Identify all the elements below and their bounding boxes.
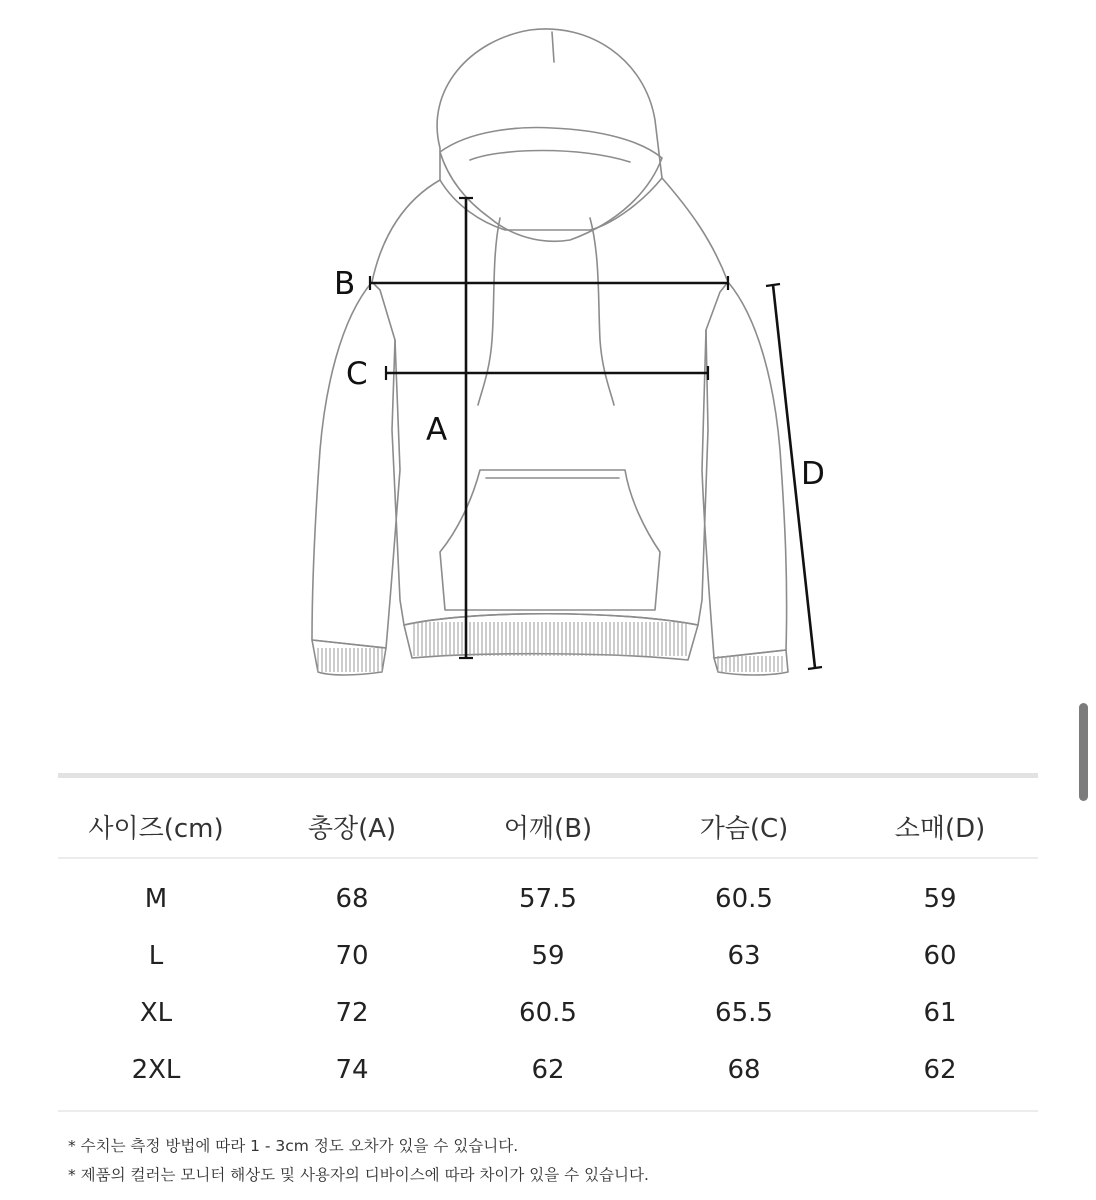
- header-divider: [58, 857, 1038, 859]
- sleeve-cell: 60: [923, 941, 957, 971]
- note-measurement-tolerance: * 수치는 측정 방법에 따라 1 - 3cm 정도 오차가 있을 수 있습니다.: [68, 1137, 519, 1155]
- hood-inner-line: [470, 151, 630, 163]
- left-cuff: [312, 640, 386, 675]
- scrollbar-thumb[interactable]: [1079, 703, 1088, 801]
- chest-cell: 60.5: [715, 884, 773, 914]
- size-cell: 2XL: [131, 1055, 181, 1085]
- size-cell: M: [144, 884, 168, 914]
- hood-opening: [440, 128, 662, 242]
- table-top-divider: [58, 773, 1038, 778]
- shoulder-cell: 57.5: [519, 884, 577, 914]
- chest-cell: 63: [727, 941, 761, 971]
- drawstring-left: [478, 218, 500, 405]
- header-sleeve: 소매(D): [894, 814, 986, 844]
- chest-cell: 68: [727, 1055, 761, 1085]
- dimension-label-b: B: [334, 266, 356, 302]
- size-notes: [68, 1132, 649, 1190]
- table-row: [58, 1055, 1038, 1085]
- chest-cell: 65.5: [715, 998, 773, 1028]
- header-chest: 가슴(C): [699, 814, 789, 844]
- drawstring-right: [590, 218, 614, 405]
- sleeve-cell: 61: [923, 998, 957, 1028]
- total-length-cell: 72: [335, 998, 369, 1028]
- dimension-label-a: A: [426, 412, 448, 448]
- dimension-cap: [766, 284, 780, 286]
- kangaroo-pocket: [440, 470, 660, 610]
- hood-seam: [552, 32, 554, 62]
- dimension-label-d: D: [801, 456, 825, 492]
- table-row: [58, 884, 1038, 914]
- left-sleeve: [312, 282, 400, 648]
- table-row: [58, 998, 1038, 1028]
- right-cuff: [714, 650, 788, 675]
- hood-outline: [437, 29, 662, 230]
- body-outline: [372, 178, 728, 625]
- total-length-cell: 68: [335, 884, 369, 914]
- table-row: [58, 941, 1038, 971]
- total-length-cell: 70: [335, 941, 369, 971]
- shoulder-cell: 62: [531, 1055, 565, 1085]
- shoulder-cell: 60.5: [519, 998, 577, 1028]
- dimension-cap: [808, 667, 822, 669]
- sleeve-cell: 62: [923, 1055, 957, 1085]
- sleeve-cell: 59: [923, 884, 957, 914]
- shoulder-cell: 59: [531, 941, 565, 971]
- header-shoulder: 어깨(B): [503, 814, 593, 844]
- right-sleeve: [702, 282, 787, 658]
- total-length-cell: 74: [335, 1055, 369, 1085]
- header-total-length: 총장(A): [307, 814, 397, 844]
- size-table-header: [58, 808, 1038, 845]
- size-cell: XL: [139, 998, 173, 1028]
- header-size: 사이즈(cm): [88, 814, 224, 844]
- size-cell: L: [148, 941, 164, 971]
- note-color-display: * 제품의 컬러는 모니터 해상도 및 사용자의 디바이스에 따라 차이가 있을 수 있습니다.: [68, 1166, 649, 1184]
- table-bottom-divider: [58, 1110, 1038, 1112]
- dimension-label-c: C: [346, 356, 368, 392]
